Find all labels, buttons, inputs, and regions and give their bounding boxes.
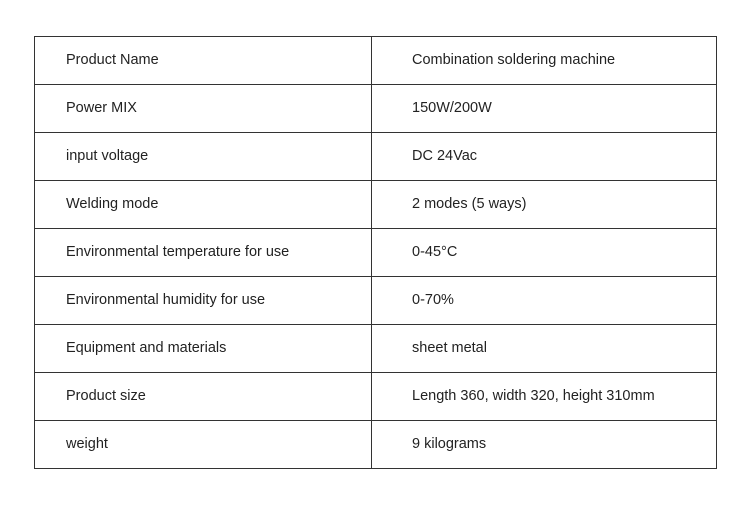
row-value: 0-45°C (372, 229, 717, 277)
row-label: Welding mode (35, 181, 372, 229)
table-row (35, 133, 717, 181)
row-value: 150W/200W (372, 85, 717, 133)
table-row (35, 229, 717, 277)
table-row (35, 277, 717, 325)
table-row (35, 421, 717, 469)
table-row (35, 85, 717, 133)
row-value: Length 360, width 320, height 310mm (372, 373, 717, 421)
row-value: DC 24Vac (372, 133, 717, 181)
row-label: Product size (35, 373, 372, 421)
table-row (35, 37, 717, 85)
table-row (35, 373, 717, 421)
row-value: sheet metal (372, 325, 717, 373)
row-label: Equipment and materials (35, 325, 372, 373)
row-label: input voltage (35, 133, 372, 181)
row-value: 2 modes (5 ways) (372, 181, 717, 229)
row-label: Environmental temperature for use (35, 229, 372, 277)
row-value: 9 kilograms (372, 421, 717, 469)
row-label: weight (35, 421, 372, 469)
row-label: Product Name (35, 37, 372, 85)
row-value: 0-70% (372, 277, 717, 325)
row-value: Combination soldering machine (372, 37, 717, 85)
spec-table (34, 36, 717, 469)
table-row (35, 181, 717, 229)
row-label: Environmental humidity for use (35, 277, 372, 325)
table-row (35, 325, 717, 373)
row-label: Power MIX (35, 85, 372, 133)
